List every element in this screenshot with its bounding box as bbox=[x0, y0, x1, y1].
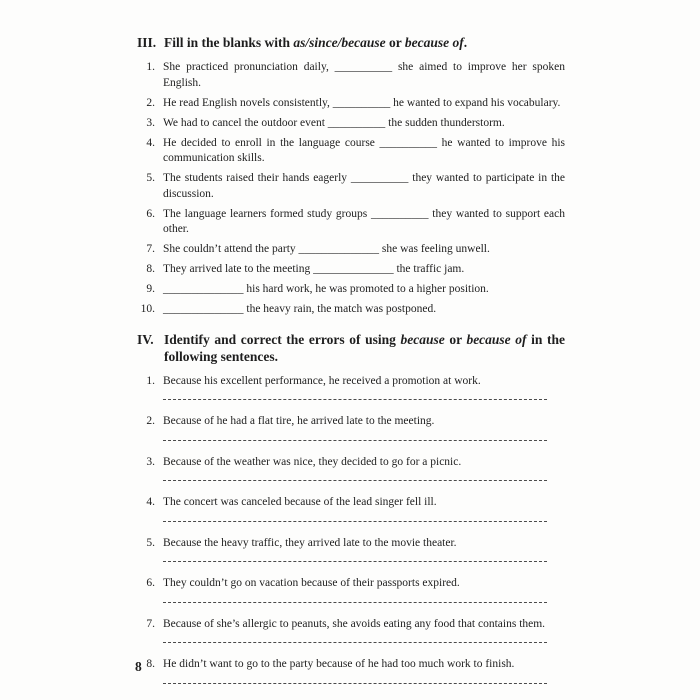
answer-line bbox=[163, 560, 547, 562]
section-iv-title bbox=[164, 331, 565, 365]
item-number: 5. bbox=[146, 172, 155, 184]
correction-item bbox=[137, 374, 565, 390]
item-text: The concert was canceled because of the lead singer fell ill. bbox=[163, 496, 437, 508]
answer-line bbox=[163, 641, 547, 643]
item-text: Because the heavy traffic, they arrived late to the movie theater. bbox=[163, 536, 457, 549]
title-italic: as/since/because bbox=[293, 35, 386, 50]
title-text: Identify and correct the errors of using bbox=[164, 331, 401, 347]
section-iv bbox=[137, 331, 565, 684]
fill-blank-item bbox=[137, 60, 565, 91]
item-number: 7. bbox=[146, 243, 155, 255]
section-iii-heading bbox=[137, 34, 565, 51]
title-italic: because of bbox=[466, 331, 527, 347]
item-text: He read English novels consistently, __________ he wanted to expand his vocabulary. bbox=[163, 96, 561, 109]
title-text: or bbox=[385, 35, 405, 50]
fill-blank-item bbox=[137, 207, 565, 238]
item-number: 6. bbox=[146, 207, 155, 220]
item-number: 4. bbox=[146, 136, 155, 149]
item-number: 1. bbox=[146, 61, 155, 73]
section-iii-title bbox=[164, 34, 565, 51]
item-text: He decided to enroll in the language course __________ he wanted to improve his communication skills. bbox=[163, 136, 565, 164]
item-text: They arrived late to the meeting ______________ the traffic jam. bbox=[163, 263, 465, 275]
answer-line bbox=[163, 479, 547, 481]
item-number: 2. bbox=[146, 96, 155, 109]
item-text: Because of he had a flat tire, he arrived late to the meeting. bbox=[163, 415, 435, 427]
fill-blank-item bbox=[137, 302, 565, 318]
item-number: 3. bbox=[146, 116, 155, 129]
answer-line bbox=[163, 601, 547, 603]
item-number: 5. bbox=[146, 536, 155, 549]
item-text: He didn’t want to go to the party because of he had too much work to finish. bbox=[163, 658, 515, 670]
item-text: She couldn’t attend the party ______________ she was feeling unwell. bbox=[163, 243, 490, 255]
item-number: 10. bbox=[140, 303, 155, 315]
item-number: 8. bbox=[146, 263, 155, 275]
title-italic: because of bbox=[404, 35, 464, 50]
section-iv-heading bbox=[137, 331, 565, 365]
correction-item bbox=[137, 536, 565, 552]
item-text: Because of she’s allergic to peanuts, she avoids eating any food that contains them. bbox=[163, 617, 546, 630]
answer-line bbox=[163, 520, 547, 522]
correction-item bbox=[137, 455, 565, 471]
title-text: in the following sentences. bbox=[164, 331, 565, 364]
answer-line bbox=[163, 439, 547, 441]
item-number: 9. bbox=[146, 283, 155, 295]
answer-line bbox=[163, 398, 547, 400]
correction-item bbox=[137, 657, 565, 673]
item-text: ______________ his hard work, he was promoted to a higher position. bbox=[163, 283, 489, 295]
worksheet-page bbox=[137, 34, 565, 698]
item-text: The language learners formed study groups __________ they wanted to support each other. bbox=[163, 207, 565, 235]
page-number: 8 bbox=[135, 659, 142, 674]
item-text: They couldn’t go on vacation because of their passports expired. bbox=[163, 577, 460, 589]
item-text: Because his excellent performance, he received a promotion at work. bbox=[163, 374, 481, 387]
item-text: The students raised their hands eagerly __________ they wanted to participate in the discussion. bbox=[163, 172, 565, 200]
answer-line bbox=[163, 682, 547, 684]
item-number: 7. bbox=[146, 617, 155, 630]
fill-blank-item bbox=[137, 282, 565, 298]
item-text: She practiced pronunciation daily, __________ she aimed to improve her spoken English. bbox=[163, 61, 565, 89]
fill-blank-item bbox=[137, 136, 565, 167]
correction-item bbox=[137, 414, 565, 430]
correction-item bbox=[137, 617, 565, 633]
fill-blank-item bbox=[137, 96, 565, 112]
item-number: 1. bbox=[146, 374, 155, 387]
title-text: Fill in the blanks with bbox=[164, 35, 294, 50]
fill-blank-item bbox=[137, 262, 565, 278]
title-text: . bbox=[463, 35, 468, 50]
section-iii bbox=[137, 34, 565, 318]
item-number: 3. bbox=[146, 455, 155, 468]
title-text: or bbox=[444, 331, 467, 347]
section-iii-numeral: III. bbox=[137, 35, 157, 50]
correction-item bbox=[137, 495, 565, 511]
item-text: Because of the weather was nice, they decided to go for a picnic. bbox=[163, 455, 462, 468]
correction-item bbox=[137, 576, 565, 592]
fill-blank-item bbox=[137, 116, 565, 132]
title-italic: because bbox=[400, 331, 445, 347]
item-text: ______________ the heavy rain, the match was postponed. bbox=[163, 303, 437, 315]
fill-blank-item bbox=[137, 171, 565, 202]
fill-blank-item bbox=[137, 242, 565, 258]
item-number: 8. bbox=[146, 658, 155, 670]
item-number: 2. bbox=[146, 415, 155, 427]
item-number: 6. bbox=[146, 577, 155, 589]
item-text: We had to cancel the outdoor event __________ the sudden thunderstorm. bbox=[163, 116, 505, 129]
section-iv-numeral: IV. bbox=[137, 331, 154, 347]
item-number: 4. bbox=[146, 496, 155, 508]
